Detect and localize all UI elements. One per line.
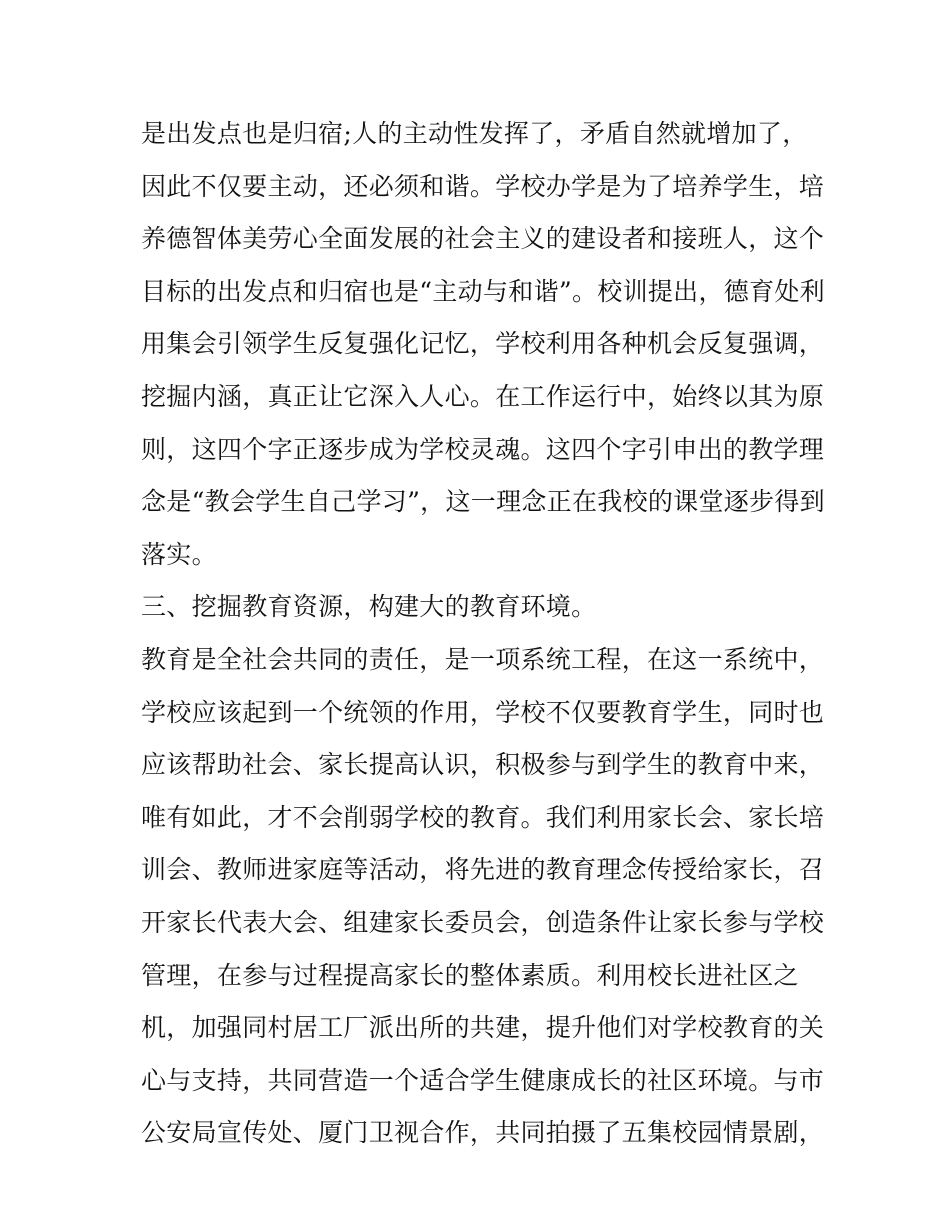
text-line: 管理，在参与过程提高家长的整体素质。利用校长进社区之 xyxy=(141,960,799,990)
text-line: 公安局宣传处、厦门卫视合作，共同拍摄了五集校园情景剧， xyxy=(141,1118,825,1148)
text-line: 落实。 xyxy=(141,539,217,569)
text-line: 养德智体美劳心全面发展的社会主义的建设者和接班人，这个 xyxy=(141,224,825,254)
text-line: 挖掘内涵，真正让它深入人心。在工作运行中，始终以其为原 xyxy=(141,381,825,411)
section-heading: 三、挖掘教育资源，构建大的教育环境。 xyxy=(141,592,597,622)
text-line: 是出发点也是归宿;人的主动性发挥了，矛盾自然就增加了， xyxy=(141,119,808,148)
text-line: 训会、教师进家庭等活动，将先进的教育理念传授给家长，召 xyxy=(141,855,825,885)
text-line: 心与支持，共同营造一个适合学生健康成长的社区环境。与市 xyxy=(141,1065,825,1095)
text-line: 机，加强同村居工厂派出所的共建，提升他们对学校教育的关 xyxy=(141,1013,825,1043)
body-text xyxy=(141,108,825,1160)
text-line: 念是“教会学生自己学习”，这一理念正在我校的课堂逐步得到 xyxy=(141,487,825,517)
text-line: 因此不仅要主动，还必须和谐。学校办学是为了培养学生，培 xyxy=(141,171,825,201)
text-line: 唯有如此，才不会削弱学校的教育。我们利用家长会、家长培 xyxy=(141,802,825,832)
text-line: 则，这四个字正逐步成为学校灵魂。这四个字引申出的教学理 xyxy=(141,434,825,464)
text-line: 教育是全社会共同的责任，是一项系统工程，在这一系统中， xyxy=(141,644,825,674)
text-line: 学校应该起到一个统领的作用，学校不仅要教育学生，同时也 xyxy=(141,697,825,727)
text-line: 用集会引领学生反复强化记忆，学校利用各种机会反复强调， xyxy=(141,329,825,359)
text-line: 应该帮助社会、家长提高认识，积极参与到学生的教育中来， xyxy=(141,750,825,780)
text-line: 目标的出发点和归宿也是“主动与和谐”。校训提出，德育处利 xyxy=(141,276,825,306)
text-line: 开家长代表大会、组建家长委员会，创造条件让家长参与学校 xyxy=(141,907,825,937)
